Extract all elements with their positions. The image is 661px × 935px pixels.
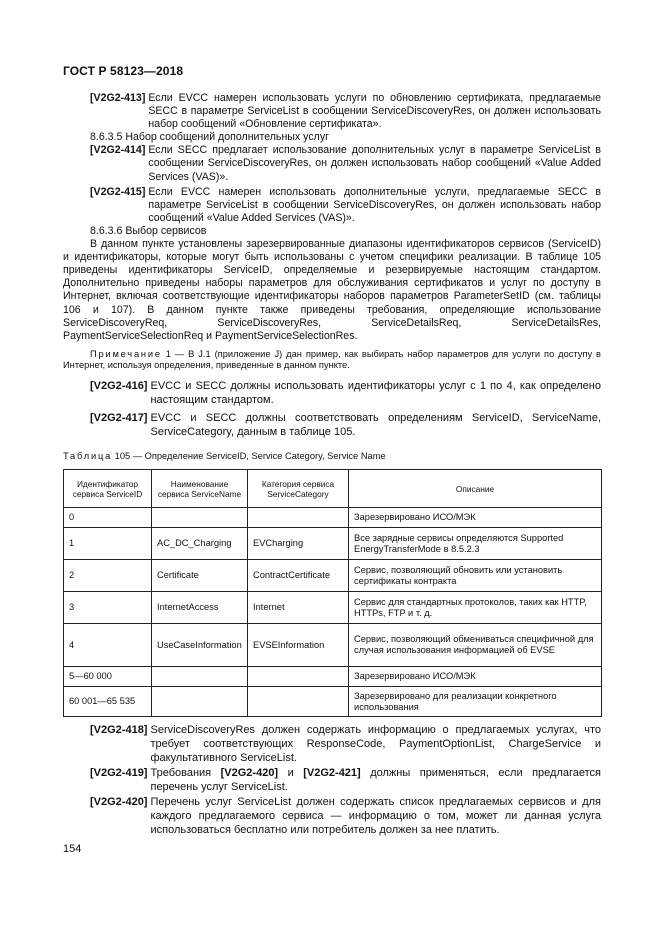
service-table — [63, 469, 602, 717]
note — [63, 349, 601, 372]
requirement-text: Если SECC предлагает использование дополнительных услуг в параметре ServiceList в сообщении ServiceDiscoveryRes, он должен использовать набор сообщений «Value Added Services (VAS)». — [148, 144, 601, 183]
table-cell: Certificate — [152, 560, 248, 592]
requirement-text: ServiceDiscoveryRes должен содержать информацию о предлагаемых услугах, что требует соответствующих ResponseCode, PaymentOptionList, ChargeService и факультативного ServiceList. — [150, 724, 601, 764]
column-header-description: Описание — [349, 470, 602, 508]
column-header-servicename: Наименование сервиса ServiceName — [152, 470, 248, 508]
requirement-419 — [63, 766, 601, 794]
requirement-tag: [V2G2-414] — [90, 144, 146, 157]
table-cell: Internet — [248, 592, 349, 624]
table-row — [64, 508, 602, 528]
table-cell: Все зарядные сервисы определяются Supported EnergyTransferMode в 8.5.2.3 — [349, 528, 602, 560]
table-cell: Зарезервировано ИСО/МЭК — [349, 508, 602, 528]
requirements-block-1 — [63, 92, 601, 439]
note-label: Примечание — [90, 348, 162, 359]
table-row — [64, 624, 602, 667]
requirement-416 — [63, 379, 601, 407]
requirement-text: EVCC и SECC должны использовать идентификаторы услуг с 1 по 4, как определено настоящим стандартом. — [150, 379, 601, 406]
table-cell: 60 001—65 535 — [64, 687, 152, 717]
requirement-text — [150, 766, 601, 794]
column-header-serviceid: Идентификатор сервиса ServiceID — [64, 470, 152, 508]
requirement-text: Перечень услуг ServiceList должен содержать список предлагаемых сервисов и для каждого предлагаемого сервиса — информацию о том, может ли данная услуга использоваться бесплатно или потребитель должен за нее платить. — [150, 796, 601, 836]
table-cell: 0 — [64, 508, 152, 528]
text-fragment: должны применяться, если предлагается перечень услуг ServiceList. — [150, 767, 602, 793]
table-row — [64, 560, 602, 592]
table-cell: InternetAccess — [152, 592, 248, 624]
service-table-wrapper — [63, 469, 601, 717]
table-caption — [63, 450, 601, 463]
table-cell: Сервис для стандартных протоколов, таких как HTTP, HTTPs, FTP и т. д. — [349, 592, 602, 624]
text-fragment: Требования — [150, 767, 221, 779]
table-cell — [248, 508, 349, 528]
table-row — [64, 667, 602, 687]
table-cell: 1 — [64, 528, 152, 560]
body-paragraph: В данном пункте установлены зарезервированные диапазоны идентификаторов сервисов (ServiceID) и идентификаторы, которые могут быть использованы с учетом специфики реализации. В таблице 105 приведены идентификаторы ServiceID, определяемые и резервируемые настоящим стандартом. Дополнительно приведены наборы параметров для обслуживания сертификатов и услуг по доступу в Интернет, включая соответствующие идентификаторы наборов параметров ParameterSetID (см. таблицы 106 и 107). В данном пункте также приведены требования, определяющие использование ServiceDiscoveryReq, ServiceDiscoveryRes, ServiceDetailsReq, ServiceDetailsRes, PaymentServiceSelectionReq и PaymentServiceSelectionRes. — [63, 238, 601, 342]
requirement-tag: [V2G2-419] — [90, 767, 148, 779]
table-cell: 4 — [64, 624, 152, 667]
text-fragment: и — [278, 767, 304, 779]
table-cell: UseCaseInformation — [152, 624, 248, 667]
page-number: 154 — [63, 843, 82, 855]
requirement-tag: [V2G2-417] — [90, 411, 148, 424]
table-row — [64, 687, 602, 717]
table-cell: 3 — [64, 592, 152, 624]
requirement-420 — [63, 795, 601, 837]
requirements-block-4 — [63, 723, 601, 837]
table-header-row — [64, 470, 602, 508]
requirement-tag: [V2G2-416] — [90, 379, 148, 392]
requirement-415 — [63, 186, 601, 225]
requirement-ref: [V2G2-421] — [303, 767, 361, 779]
table-caption-label: Таблица — [63, 451, 113, 461]
table-cell — [152, 667, 248, 687]
table-row — [64, 528, 602, 560]
table-cell: EVCharging — [248, 528, 349, 560]
document-header: ГОСТ Р 58123—2018 — [63, 64, 184, 78]
table-cell: Зарезервировано для реализации конкретного использования — [349, 687, 602, 717]
table-row — [64, 592, 602, 624]
section-heading-8635: 8.6.3.5 Набор сообщений дополнительных услуг — [90, 131, 329, 144]
table-cell — [248, 667, 349, 687]
section-heading-8636: 8.6.3.6 Выбор сервисов — [90, 224, 207, 237]
requirement-tag: [V2G2-415] — [90, 185, 146, 198]
table-cell: Сервис, позволяющий обмениваться специфичной для случая использования информацией об EVSE — [349, 624, 602, 667]
table-cell: ContractCertificate — [248, 560, 349, 592]
table-cell: 2 — [64, 560, 152, 592]
note-text: 1 — В J.1 (приложение J) дан пример, как выбирать набор параметров для услуги по доступу в Интернет, используя определения, приведенные в данном пункте. — [63, 348, 601, 371]
requirement-414 — [63, 144, 601, 183]
requirement-tag: [V2G2-413] — [90, 92, 146, 104]
requirement-413 — [63, 92, 601, 131]
requirement-text: EVCC и SECC должны соответствовать определениям ServiceID, ServiceName, ServiceCategory, данным в таблице 105. — [150, 411, 601, 438]
requirement-418 — [63, 723, 601, 765]
requirement-417 — [63, 411, 601, 439]
table-cell: Зарезервировано ИСО/МЭК — [349, 667, 602, 687]
table-caption-text: 105 — Определение ServiceID, Service Category, Service Name — [112, 451, 386, 461]
requirement-tag: [V2G2-420] — [90, 796, 148, 808]
table-cell: EVSEInformation — [248, 624, 349, 667]
table-cell: 5—60 000 — [64, 667, 152, 687]
table-cell — [152, 508, 248, 528]
table-cell: Сервис, позволяющий обновить или установить сертификаты контракта — [349, 560, 602, 592]
table-cell — [152, 687, 248, 717]
requirement-text: Если EVCC намерен использовать услуги по обновлению сертификата, предлагаемые SECC в параметре ServiceList в сообщении ServiceDiscoveryRes, он должен использовать набор сообщений «Обновление сертификата». — [148, 92, 601, 131]
table-cell — [248, 687, 349, 717]
requirement-ref: [V2G2-420] — [220, 767, 279, 779]
table-cell: AC_DC_Charging — [152, 528, 248, 560]
requirement-text: Если EVCC намерен использовать дополнительные услуги, предлагаемые SECC в параметре ServiceList в сообщении ServiceDiscoveryRes, он должен использовать набор сообщений «Value Added Services (VAS)». — [148, 185, 601, 224]
column-header-servicecategory: Категория сервиса ServiceCategory — [248, 470, 349, 508]
requirement-tag: [V2G2-418] — [90, 724, 148, 736]
